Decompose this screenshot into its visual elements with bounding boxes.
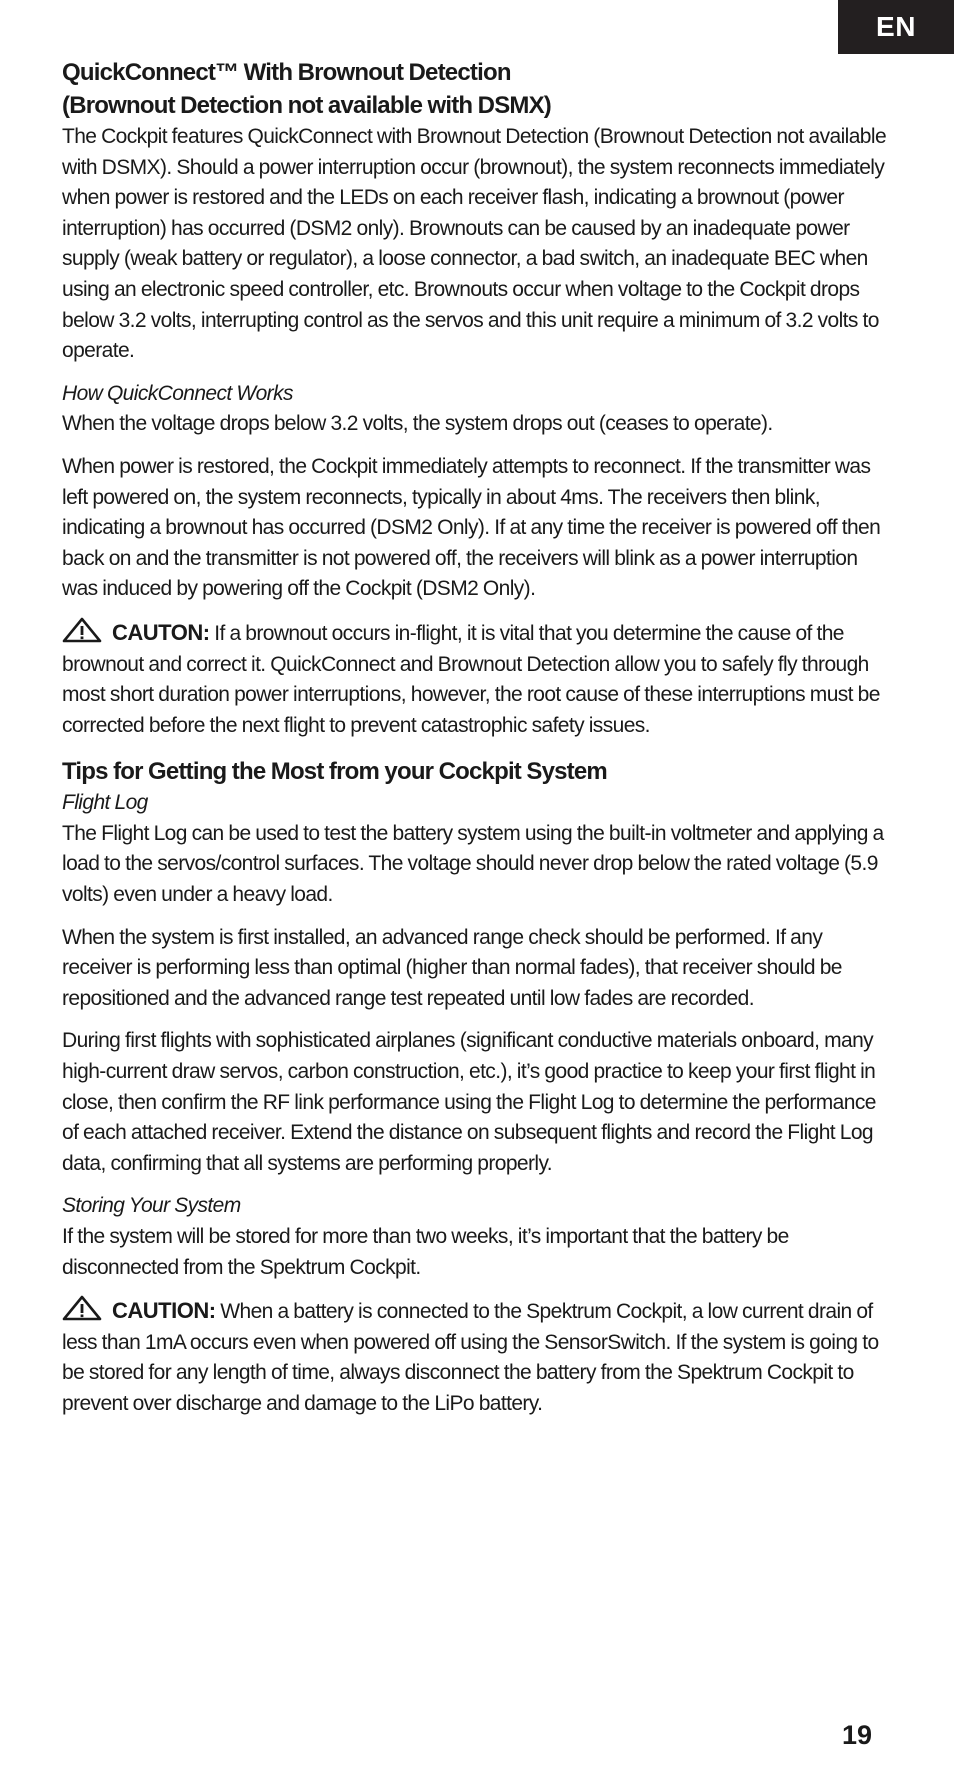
how-quickconnect-text: When the voltage drops below 3.2 volts, the system drops out (ceases to operate). — [62, 412, 773, 436]
how-quickconnect-subtitle: How QuickConnect Works — [62, 381, 293, 405]
power-restored-paragraph: When power is restored, the Cockpit immediately attempts to reconnect. If the transmitter was left powered on, the system reconnects, typically in about 4ms. The receivers then blink, indicating a brownout has occurred (DSM2 Only). If at any time the receiver is powered off then back on and the transmitter is not powered off, the receivers will blink as a power interruption was induced by powering off the Cockpit (DSM2 Only). — [62, 454, 881, 601]
how-quickconnect-works-block — [62, 379, 892, 440]
caution-label: CAUTON: — [112, 619, 210, 645]
warning-triangle-icon — [62, 1295, 102, 1321]
first-flights-paragraph: During first flights with sophisticated airplanes (significant conductive materials onboard, many high-current draw servos, carbon construction, etc.), it’s good practice to keep your first flight in close, then confirm the RF link performance using the Flight Log to determine the performance of each attached receiver. Extend the distance on subsequent flights and record the Flight Log data, confirming that all systems are performing properly. — [62, 1029, 876, 1175]
section-title-quickconnect — [62, 56, 892, 122]
section-title-tips: Tips for Getting the Most from your Cockpit System — [62, 758, 607, 786]
caution-storage-text: When a battery is connected to the Spektrum Cockpit, a low current drain of less than 1mA occurs even when powered off using the SensorSwitch. If the system is going to be stored for any length of time, always disconnect the battery from the Spektrum Cockpit to prevent over discharge and damage to the LiPo battery. — [62, 1300, 879, 1415]
page-content — [62, 56, 892, 1432]
storing-system-subtitle: Storing Your System — [62, 1194, 241, 1218]
caution-brownout-paragraph — [62, 617, 892, 741]
caution-label: CAUTION: — [112, 1298, 216, 1324]
section-title-line1: QuickConnect™ With Brownout Detection — [62, 59, 511, 86]
flight-log-block — [62, 788, 892, 910]
caution-storage-paragraph — [62, 1295, 892, 1419]
language-label: EN — [876, 11, 916, 42]
flight-log-text: The Flight Log can be used to test the battery system using the built-in voltmeter and applying a load to the servos/control surfaces. The voltage should never drop below the rated voltage (5.9 volts) even under a heavy load. — [62, 821, 884, 907]
range-check-paragraph: When the system is first installed, an advanced range check should be performed. If any receiver is performing less than optimal (higher than normal fades), that receiver should be repositioned and the advanced range test repeated until low fades are recorded. — [62, 925, 842, 1010]
section-title-line2: (Brownout Detection not available with DSMX) — [62, 92, 551, 119]
flight-log-subtitle: Flight Log — [62, 791, 148, 815]
storing-system-text: If the system will be stored for more than two weeks, it’s important that the battery be disconnected from the Spektrum Cockpit. — [62, 1225, 789, 1279]
warning-triangle-icon — [62, 617, 102, 643]
caution-brownout-text: If a brownout occurs in-flight, it is vital that you determine the cause of the brownout and correct it. QuickConnect and Brownout Detection allow you to safely fly through most short duration power interruptions, however, the root cause of these interruptions must be corrected before the next flight to prevent catastrophic safety issues. — [62, 621, 880, 737]
page-number: 19 — [841, 1720, 872, 1750]
quickconnect-intro-paragraph: The Cockpit features QuickConnect with Brownout Detection (Brownout Detection not available with DSMX). Should a power interruption occur (brownout), the system reconnects immediately when power is restored and the LEDs on each receiver flash, indicating a brownout (power interruption) has occurred (DSM2 only). Brownouts can be caused by an inadequate power supply (weak battery or regulator), a loose connector, a bad switch, an inadequate BEC when using an electronic speed controller, etc. Brownouts occur when voltage to the Cockpit drops below 3.2 volts, interrupting control as the servos and this unit require a minimum of 3.2 volts to operate. — [62, 125, 887, 363]
language-tab — [838, 0, 954, 54]
storing-system-block — [62, 1191, 892, 1283]
